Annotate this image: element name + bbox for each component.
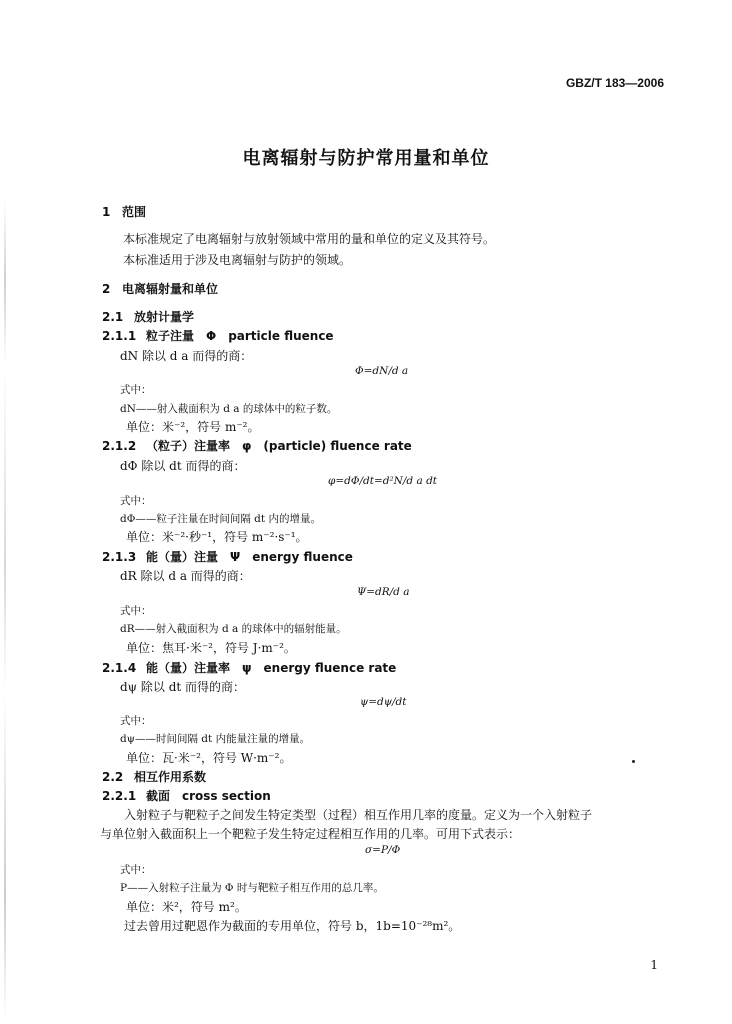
where-label: 式中： bbox=[120, 605, 152, 617]
where-label: 式中： bbox=[120, 495, 152, 507]
section-number: 2.1.1 bbox=[102, 329, 137, 343]
scan-edge-shadow bbox=[4, 200, 6, 1020]
formula: φ=dΦ/dt=d²N/d a dt bbox=[328, 475, 438, 487]
unit-text: 单位：米⁻²，符号 m⁻²。 bbox=[126, 420, 260, 434]
clause-heading bbox=[102, 787, 271, 804]
section-number: 2.1.4 bbox=[102, 661, 137, 675]
clause-heading bbox=[102, 659, 396, 676]
variable-definition: dN——射入截面积为 d a 的球体中的粒子数。 bbox=[120, 403, 338, 415]
clause-heading bbox=[102, 327, 334, 344]
paragraph: 本标准规定了电离辐射与放射领域中常用的量和单位的定义及其符号。 bbox=[123, 232, 496, 246]
section-title: 能（量）注量率 ψ energy fluence rate bbox=[146, 661, 397, 675]
section-title: 截面 cross section bbox=[146, 789, 271, 803]
section-number: 2.2 bbox=[102, 770, 124, 784]
definition-text: dR 除以 d a 而得的商： bbox=[120, 569, 251, 583]
unit-text: 单位：米²，符号 m²。 bbox=[126, 900, 247, 914]
scan-speck bbox=[632, 760, 635, 763]
section-number: 2.1.2 bbox=[102, 439, 137, 453]
section-title: 电离辐射量和单位 bbox=[122, 282, 219, 296]
formula: Φ=dN/d a bbox=[355, 365, 409, 377]
unit-text: 单位：米⁻²·秒⁻¹，符号 m⁻²·s⁻¹。 bbox=[126, 530, 308, 544]
section-title: 相互作用系数 bbox=[134, 770, 207, 784]
paragraph: 入射粒子与靶粒子之间发生特定类型（过程）相互作用几率的度量。定义为一个入射粒子 bbox=[124, 808, 593, 822]
variable-definition: dR——射入截面积为 d a 的球体中的辐射能量。 bbox=[120, 623, 347, 635]
note-text: 过去曾用过靶恩作为截面的专用单位，符号 b，1b=10⁻²⁸m²。 bbox=[124, 919, 461, 933]
section-title: （粒子）注量率 φ (particle) fluence rate bbox=[146, 439, 412, 453]
formula: ψ=dψ/dt bbox=[360, 696, 407, 708]
section-2-heading bbox=[102, 280, 218, 297]
subsection-heading bbox=[102, 308, 194, 325]
where-label: 式中： bbox=[120, 715, 152, 727]
variable-definition: P——入射粒子注量为 Φ 时与靶粒子相互作用的总几率。 bbox=[120, 882, 384, 894]
paragraph: 与单位射入截面积上一个靶粒子发生特定过程相互作用的几率。可用下式表示： bbox=[100, 827, 521, 841]
page-number: 1 bbox=[650, 958, 658, 972]
section-title: 粒子注量 Φ particle fluence bbox=[146, 329, 334, 343]
where-label: 式中： bbox=[120, 864, 152, 876]
definition-text: dΦ 除以 dt 而得的商： bbox=[120, 459, 246, 473]
section-number: 1 bbox=[102, 205, 111, 219]
subsection-heading bbox=[102, 768, 206, 785]
section-title: 范围 bbox=[122, 205, 147, 219]
unit-text: 单位：焦耳·米⁻²，符号 J·m⁻²。 bbox=[126, 641, 296, 655]
section-title: 能（量）注量 Ψ energy fluence bbox=[146, 550, 353, 564]
definition-text: dN 除以 d a 而得的商： bbox=[120, 349, 253, 363]
section-number: 2 bbox=[102, 282, 111, 296]
clause-heading bbox=[102, 548, 353, 565]
where-label: 式中： bbox=[120, 384, 152, 396]
standard-number: GBZ/T 183—2006 bbox=[565, 76, 664, 90]
section-number: 2.1 bbox=[102, 310, 124, 324]
formula: σ=P/Φ bbox=[365, 844, 401, 856]
formula: Ψ=dR/d a bbox=[357, 586, 410, 598]
variable-definition: dΦ——粒子注量在时间间隔 dt 内的增量。 bbox=[120, 513, 321, 525]
section-number: 2.1.3 bbox=[102, 550, 137, 564]
unit-text: 单位：瓦·米⁻²，符号 W·m⁻²。 bbox=[126, 751, 292, 765]
variable-definition: dψ——时间间隔 dt 内能量注量的增量。 bbox=[120, 733, 311, 745]
clause-heading bbox=[102, 437, 412, 454]
page-title: 电离辐射与防护常用量和单位 bbox=[242, 148, 490, 169]
paragraph: 本标准适用于涉及电离辐射与防护的领域。 bbox=[123, 253, 352, 267]
section-1-heading bbox=[102, 203, 146, 220]
section-title: 放射计量学 bbox=[134, 310, 195, 324]
section-number: 2.2.1 bbox=[102, 789, 137, 803]
definition-text: dψ 除以 dt 而得的商： bbox=[120, 680, 246, 694]
